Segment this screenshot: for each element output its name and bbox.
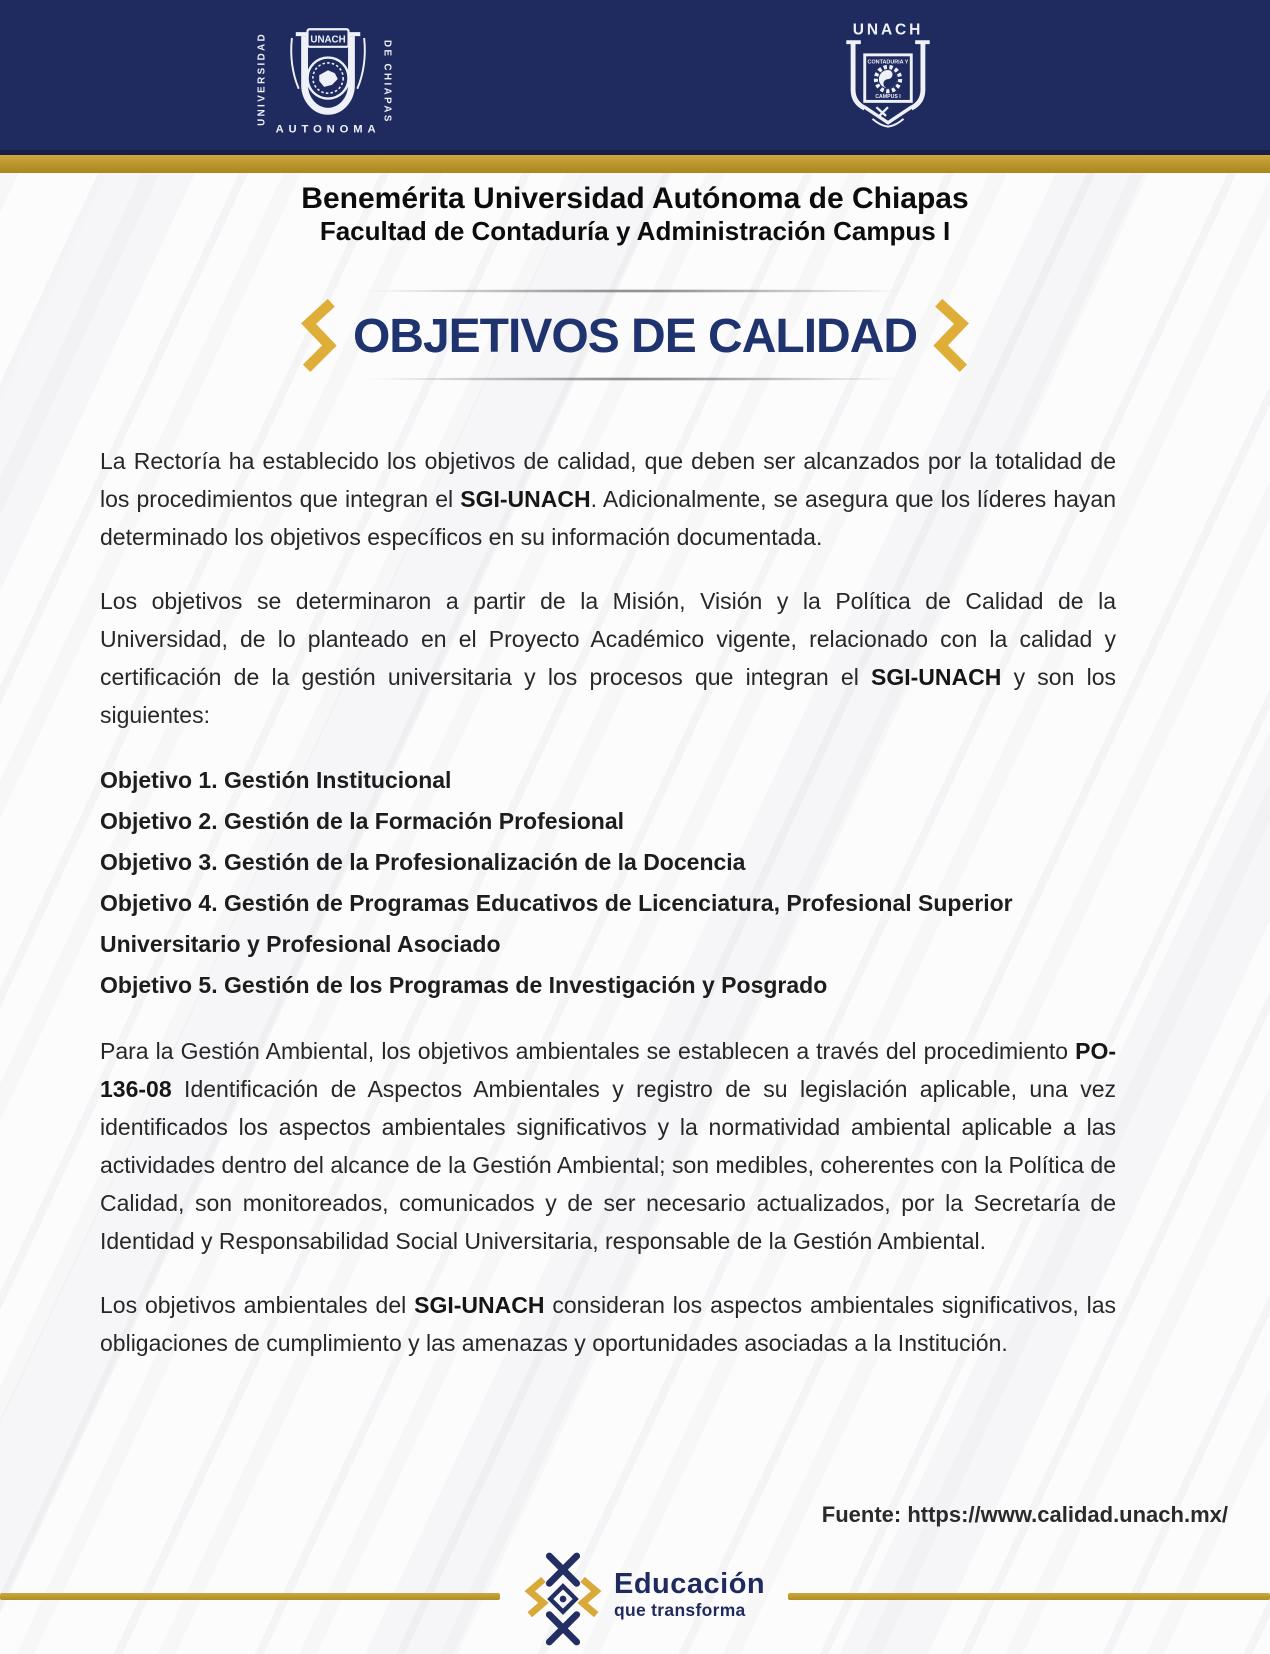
brand-wordmark — [614, 1570, 765, 1620]
objective-item-2: Objetivo 2. Gestión de la Formación Profesional — [100, 808, 625, 834]
header-band — [0, 0, 1270, 150]
facultad-shield-logo — [810, 18, 966, 151]
objective-item-1: Objetivo 1. Gestión Institucional — [100, 767, 452, 793]
crest-vertical-right-label: DE CHIAPAS — [381, 39, 393, 124]
shield-campus-label: CAMPUS I — [875, 94, 901, 100]
gold-band — [0, 155, 1270, 173]
chiapas-map-glyph — [319, 70, 338, 87]
objective-item-3: Objetivo 3. Gestión de la Profesionalización de la Docencia — [100, 849, 746, 875]
footer-gold-line-right — [788, 1593, 1270, 1600]
university-name: Benemérita Universidad Autónoma de Chiapas — [301, 182, 969, 215]
crest-vertical-left-label: UNIVERSIDAD — [256, 31, 268, 126]
shield-top-label: UNACH — [852, 21, 924, 39]
objective-item-4: Objetivo 4. Gestión de Programas Educativos de Licenciatura, Profesional Superior Universitario y Profesional Asociado — [100, 890, 1013, 957]
source-url-text: Fuente: https://www.calidad.unach.mx/ — [821, 1502, 1228, 1527]
title-block — [0, 289, 1270, 381]
unach-brand-emblem — [520, 1550, 606, 1653]
institution-heading — [0, 181, 1270, 246]
crest-bottom-label: AUTONOMA — [275, 123, 381, 136]
unach-crest-icon — [246, 22, 412, 140]
taper-line-bottom — [355, 377, 915, 381]
brand-emblem-icon — [520, 1550, 606, 1648]
paragraph-gestion-ambiental: Para la Gestión Ambiental, los objetivos ambientales se establecen a través del procedimiento PO-136-08 Identificación de Aspectos Ambientales y registro de su legislación aplicable, una vez identificados los aspectos ambientales significativos y la normatividad ambiental aplicable a las actividades dentro del alcance de la Gestión Ambiental; son medibles, coherentes con la Política de Calidad, son monitoreados, comunicados y de ser necesario actualizados, por la Secretaría de Identidad y Responsabilidad Social Universitaria, responsable de la Gestión Ambiental. — [100, 1038, 1116, 1254]
paragraph-rectoria: La Rectoría ha establecido los objetivos de calidad, que deben ser alcanzados por la totalidad de los procedimientos que integran el SGI-UNACH. Adicionalmente, se asegura que los líderes hayan determinado los objetivos específicos en su información documentada. — [100, 448, 1116, 550]
objective-item-5: Objetivo 5. Gestión de los Programas de Investigación y Posgrado — [100, 972, 828, 998]
paragraph-objetivos-ambientales: Los objetivos ambientales del SGI-UNACH consideran los aspectos ambientales significativos, las obligaciones de cumplimiento y las amenazas y oportunidades asociadas a la Institución. — [100, 1292, 1116, 1356]
crest-box-label: UNACH — [310, 34, 346, 46]
paragraph-objetivos-origen: Los objetivos se determinaron a partir de la Misión, Visión y la Política de Calidad de la Universidad, de lo planteado en el Proyecto Académico vigente, relacionado con la calidad y certificación de la gestión universitaria y los procesos que integran el SGI-UNACH y son los siguientes: — [100, 588, 1116, 728]
unach-crest-logo — [246, 22, 412, 145]
shield-arc-label: CONTADURIA Y — [867, 59, 909, 66]
brand-line2: que transforma — [614, 1600, 746, 1620]
taper-line-top — [355, 289, 915, 293]
page-title: OBJETIVOS DE CALIDAD — [352, 309, 918, 363]
document-body — [100, 442, 1116, 1362]
faculty-name: Facultad de Contaduría y Administración Campus I — [319, 216, 951, 246]
footer-gold-line-left — [0, 1593, 500, 1600]
brand-line1: Educación — [614, 1568, 766, 1600]
gold-zigzag-right-icon — [933, 297, 971, 375]
objectives-list — [100, 760, 1116, 1006]
gold-zigzag-left-icon — [299, 297, 337, 375]
facultad-shield-icon — [810, 18, 966, 146]
